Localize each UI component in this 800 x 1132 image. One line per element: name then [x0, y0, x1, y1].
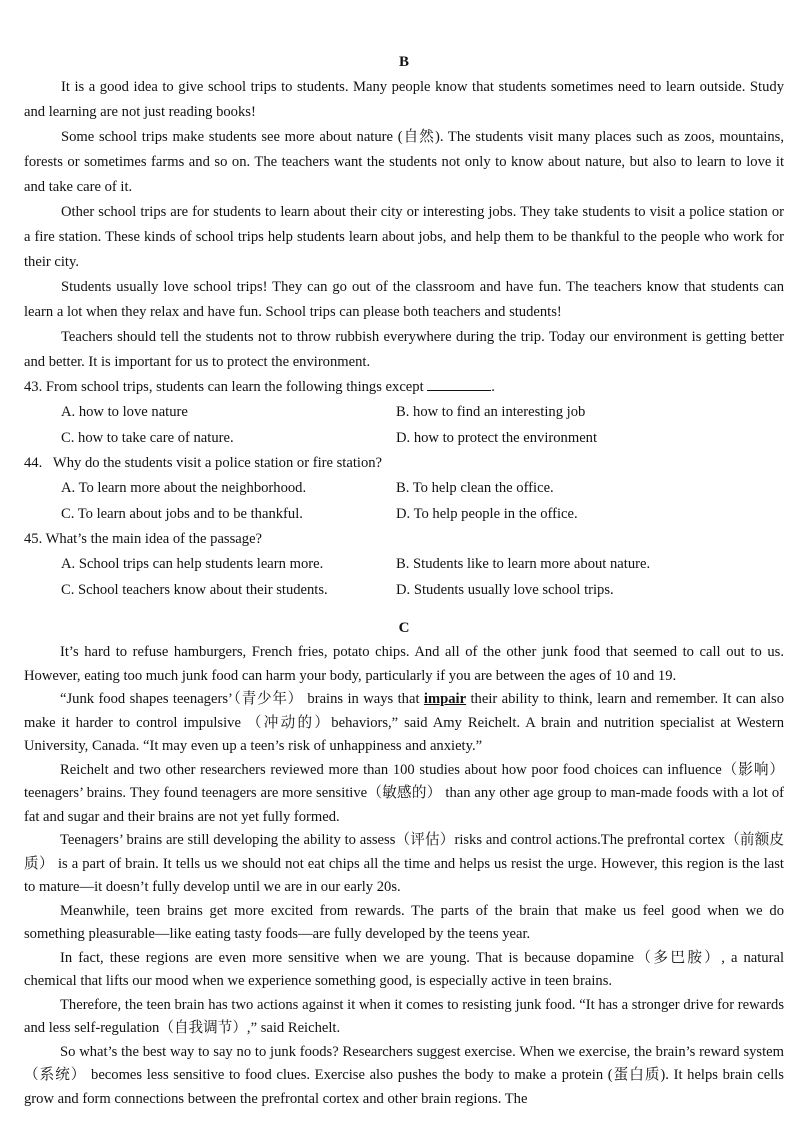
option-a: A. School trips can help students learn more. [61, 556, 324, 572]
option-c: C. how to take care of nature. [61, 429, 234, 446]
section-b-heading: B [398, 54, 409, 70]
passage-b-paragraph-1: It is a good idea to give school trips to students. Many people know that students sometimes need to learn outside. Study and learning are not just reading books! [24, 79, 784, 120]
passage-b-paragraph-2: Some school trips make students see more about nature (自然). The students visit many places such as zoos, mountains, forests or sometimes farms and so on. The teachers want the students not only to know about nature, but also to learn to love it and take care of it. [24, 129, 784, 195]
option-b: B. Students like to learn more about nature. [396, 556, 651, 572]
option-a: A. how to love nature [61, 404, 188, 420]
passage-c-paragraph-5: Meanwhile, teen brains get more excited from rewards. The parts of the brain that make us feel good when we do something pleasurable—like eating tasty foods—are fully developed by the teens year. [24, 902, 784, 942]
option-c: C. School teachers know about their students. [61, 581, 328, 598]
question-options [24, 400, 784, 451]
passage-c-paragraph-8: So what’s the best way to say no to junk foods? Researchers suggest exercise. When we exercise, the brain’s reward system（系统） becomes less sensitive to food clues. Exercise also pushes the body to make a protein (蛋白质). It helps brain cells grow and form connections between the prefrontal cortex and other brain regions. The [24, 1043, 784, 1107]
question-43 [24, 375, 784, 451]
question-text: 43. From school trips, students can learn the following things except [24, 379, 424, 395]
question-stem: 45. What’s the main idea of the passage? [24, 531, 263, 547]
question-stem: 44. Why do the students visit a police station or fire station? [24, 455, 383, 471]
question-end: . [491, 379, 495, 395]
passage-b-paragraph-5: Teachers should tell the students not to throw rubbish everywhere during the trip. Today our environment is getting better and better. It is important for us to protect the environment. [24, 329, 784, 370]
passage-c-paragraph-3: Reichelt and two other researchers reviewed more than 100 studies about how poor food choices can influence（影响） teenagers’ brains. They found teenagers are more sensitive（敏感的） than any other age group to man-made foods with a lot of fat and sugar and their brains are not yet fully formed. [24, 761, 784, 825]
passage-b-paragraph-4: Students usually love school trips! They can go out of the classroom and have fun. The teachers know that students can learn a lot when they relax and have fun. School trips can please both teachers and students! [24, 279, 784, 320]
exam-page [24, 52, 784, 1111]
passage-c-paragraph-1: It’s hard to refuse hamburgers, French fries, potato chips. And all of the other junk food that seemed to call out to us. However, eating too much junk food can harm your body, particularly if you are between the ages of 10 and 19. [24, 644, 784, 684]
passage-c-paragraph-2 [24, 688, 784, 759]
question-44 [24, 451, 784, 527]
passage-c-paragraph-7: Therefore, the teen brain has two actions against it when it comes to resisting junk food. “It has a stronger drive for rewards and less self-regulation（自我调节）,” said Reichelt. [24, 996, 784, 1036]
underlined-word: impair [423, 691, 467, 707]
passage-c-paragraph-4: Teenagers’ brains are still developing the ability to assess（评估）risks and control actions.The prefrontal cortex（前额皮质） is a part of brain. It tells us we should not eat chips all the time and helps us resist the urge. However, this region is the last to mature—it doesn’t fully develop until we are in our early 20s. [24, 832, 784, 895]
question-options [24, 476, 784, 527]
passage-c-paragraph-6: In fact, these regions are even more sensitive when we are young. That is because dopamine（多巴胺）, a natural chemical that lifts our mood when we experience something good, is especially active in teen brains. [24, 949, 784, 989]
option-c: C. To learn about jobs and to be thankful. [61, 505, 303, 522]
paragraph-text-after: their ability to think, learn and remember. It can also make it harder to control impulsive （冲动的）behaviors,” said Amy Reichelt. A brain and nutrition specialist at Western University, Canada. “It may even up a teen’s risk of unhappiness and anxiety.” [24, 691, 784, 754]
option-d: D. To help people in the office. [396, 505, 578, 522]
option-a: A. To learn more about the neighborhood. [61, 480, 307, 496]
section-b [24, 52, 784, 603]
section-c-heading: C [398, 620, 410, 636]
option-b: B. how to find an interesting job [396, 404, 586, 420]
passage-b-paragraph-3: Other school trips are for students to learn about their city or interesting jobs. They take students to visit a police station or a fire station. These kinds of school trips help students learn about jobs, and help them to be thankful to the people who work for their city. [24, 204, 784, 270]
question-options [24, 552, 784, 603]
question-45 [24, 527, 784, 603]
answer-blank [427, 378, 491, 391]
paragraph-text-before: “Junk food shapes teenagers’（青少年） brains in ways that [60, 691, 420, 707]
option-d: D. Students usually love school trips. [396, 581, 614, 598]
question-stem [24, 375, 784, 400]
option-d: D. how to protect the environment [396, 429, 598, 446]
section-c [24, 618, 784, 1111]
option-b: B. To help clean the office. [396, 480, 554, 496]
